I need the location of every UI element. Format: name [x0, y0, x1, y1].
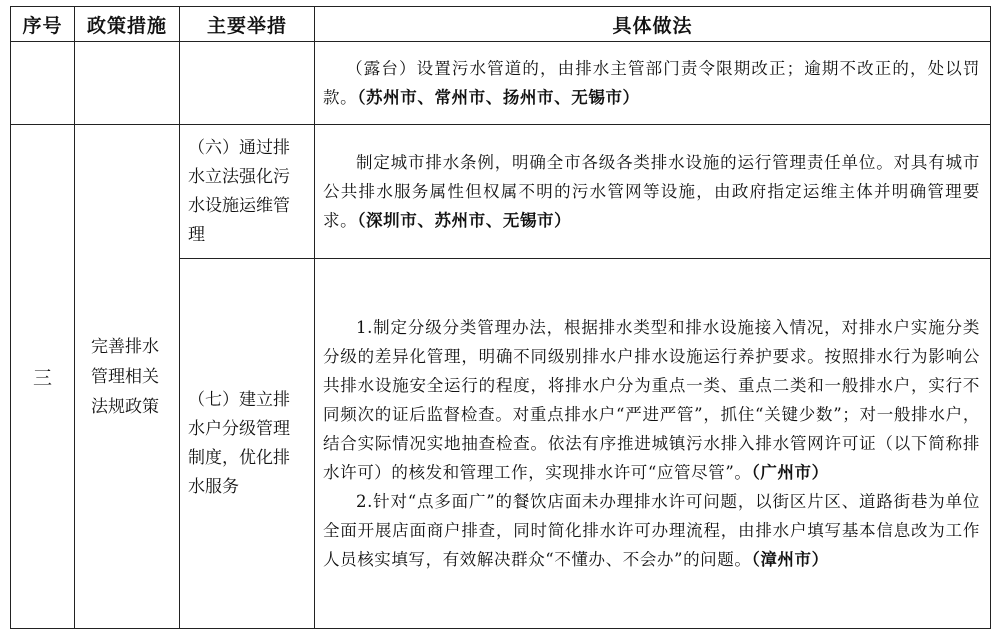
table-row-measure6: [11, 125, 991, 259]
cell-empty-number: [11, 42, 75, 125]
detail-continued-text: （露台）设置污水管道的，由排水主管部门责令限期改正；逾期不改正的，处以罚款。: [323, 59, 980, 107]
measure7-detail: [315, 259, 991, 629]
measure7-item2-text: 2.针对“点多面广”的餐饮店面未办理排水许可问题，以街区片区、道路街巷为单位全面开展店面商户排查，同时简化排水许可办理流程，由排水户填写基本信息改为工作人员核实填写，有效解决群众“不懂办、不会办”的问题。: [323, 492, 980, 569]
header-policy: 政策措施: [75, 7, 180, 42]
policy-table: [10, 6, 991, 629]
cell-empty-measure: [180, 42, 315, 125]
table-row-continued: [11, 42, 991, 125]
table-header-row: [11, 7, 991, 42]
header-number: 序号: [11, 7, 75, 42]
section-number: 三: [11, 125, 75, 629]
policy-table-page: [10, 6, 990, 628]
cell-empty-policy: [75, 42, 180, 125]
detail-continued-source: （苏州市、常州市、扬州市、无锡市）: [357, 88, 640, 107]
measure6-source: （深圳市、苏州市、无锡市）: [357, 211, 572, 230]
cell-detail-continued: [315, 42, 991, 125]
header-detail: 具体做法: [315, 7, 991, 42]
section-policy: 完善排水管理相关法规政策: [75, 125, 180, 629]
measure7-title: （七）建立排水户分级管理制度，优化排水服务: [180, 259, 315, 629]
measure6-title: （六）通过排水立法强化污水设施运维管理: [180, 125, 315, 259]
measure6-text: 制定城市排水条例，明确全市各级各类排水设施的运行管理责任单位。对具有城市公共排水服务属性但权属不明的污水管网等设施，由政府指定运维主体并明确管理要求。: [323, 153, 980, 230]
measure7-item1-source: （广州市）: [751, 463, 829, 482]
measure6-detail: [315, 125, 991, 259]
measure7-item1-text: 1.制定分级分类管理办法，根据排水类型和排水设施接入情况，对排水户实施分类分级的差异化管理，明确不同级别排水户排水设施运行养护要求。按照排水行为影响公共排水设施安全运行的程度，将排水户分为重点一类、重点二类和一般排水户，实行不同频次的证后监督检查。对重点排水户“严进严管”，抓住“关键少数”；对一般排水户，结合实际情况实地抽查检查。依法有序推进城镇污水排入排水管网许可证（以下简称排水许可）的核发和管理工作，实现排水许可“应管尽管”。: [323, 318, 980, 482]
measure7-item2-source: （漳州市）: [751, 550, 829, 569]
header-measure: 主要举措: [180, 7, 315, 42]
